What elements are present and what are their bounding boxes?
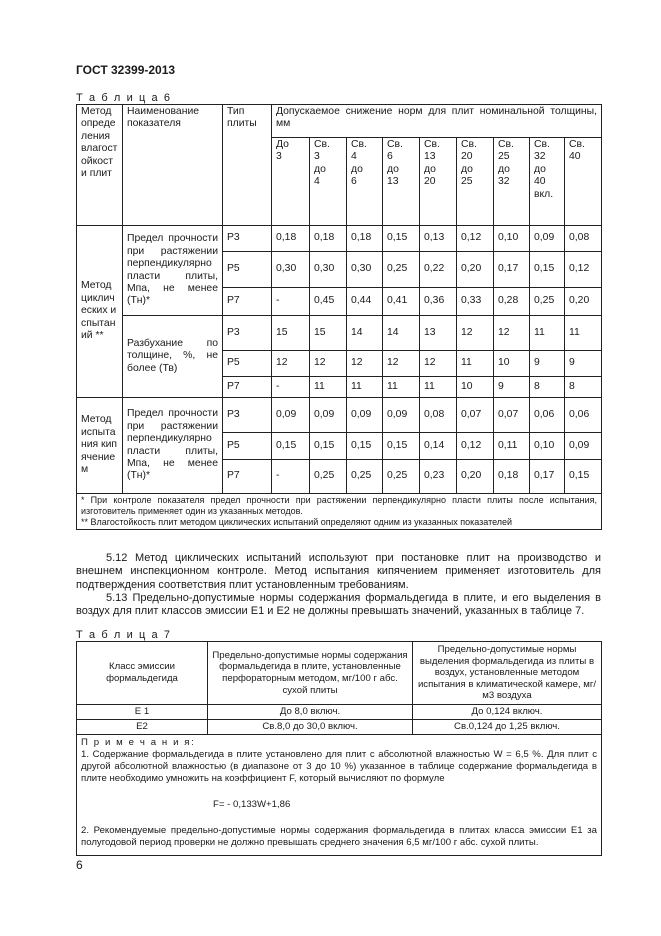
value-cell: 0,15 xyxy=(383,433,420,460)
value-cell: 0,23 xyxy=(420,460,457,494)
value-cell: 0,10 xyxy=(530,433,565,460)
value-cell: 0,09 xyxy=(347,398,383,433)
value-cell: 0,17 xyxy=(494,252,530,288)
value-cell: 0,30 xyxy=(272,252,310,288)
formula: F= - 0,133W+1,86 xyxy=(213,798,291,810)
plate-type-cell: Р7 xyxy=(223,460,272,494)
value-cell: 0,07 xyxy=(494,398,530,433)
value-cell: 11 xyxy=(310,377,347,398)
value-cell: 8 xyxy=(530,377,565,398)
table-7 xyxy=(76,641,602,856)
value-cell: 12 xyxy=(347,351,383,377)
value-cell: 0,25 xyxy=(383,460,420,494)
value-cell: 12 xyxy=(494,316,530,351)
thickness-range-header: Св. 4 до 6 xyxy=(347,138,383,226)
value-cell: 15 xyxy=(272,316,310,351)
value-cell: 0,08 xyxy=(565,226,602,252)
thickness-range-header: Св. 25 до 32 xyxy=(494,138,530,226)
value-cell: 0,12 xyxy=(565,252,602,288)
value-cell: 0,18 xyxy=(310,226,347,252)
table-7-notes xyxy=(77,734,602,855)
value-cell: 0,09 xyxy=(530,226,565,252)
value-cell: 12 xyxy=(420,351,457,377)
value-cell: 0,25 xyxy=(347,460,383,494)
value-cell: 11 xyxy=(457,351,494,377)
table-7-cell: Св.8,0 до 30,0 включ. xyxy=(208,719,413,734)
value-cell: 0,25 xyxy=(383,252,420,288)
value-cell: 11 xyxy=(383,377,420,398)
value-cell: 0,20 xyxy=(457,460,494,494)
value-cell: 8 xyxy=(565,377,602,398)
method-cell: Метод испытания кипячением xyxy=(77,398,123,494)
value-cell: 10 xyxy=(457,377,494,398)
value-cell: 9 xyxy=(565,351,602,377)
value-cell: - xyxy=(272,288,310,316)
thickness-range-header: Св. 3 до 4 xyxy=(310,138,347,226)
plate-type-cell: Р7 xyxy=(223,377,272,398)
value-cell: 0,25 xyxy=(310,460,347,494)
thickness-range-header: Св. 6 до 13 xyxy=(383,138,420,226)
value-cell: 0,15 xyxy=(272,433,310,460)
value-cell: 13 xyxy=(420,316,457,351)
plate-type-cell: Р5 xyxy=(223,433,272,460)
value-cell: 14 xyxy=(347,316,383,351)
thickness-range-header: Св. 13 до 20 xyxy=(420,138,457,226)
value-cell: 0,18 xyxy=(494,460,530,494)
value-cell: 14 xyxy=(383,316,420,351)
value-cell: - xyxy=(272,460,310,494)
value-cell: 11 xyxy=(565,316,602,351)
value-cell: 0,10 xyxy=(494,226,530,252)
indicator-cell: Разбухание по толщине, %, не более (Тв) xyxy=(123,316,223,398)
value-cell: 0,44 xyxy=(347,288,383,316)
table-6-notes xyxy=(77,494,602,530)
value-cell: 0,09 xyxy=(272,398,310,433)
value-cell: 9 xyxy=(530,351,565,377)
value-cell: 0,15 xyxy=(565,460,602,494)
value-cell: 9 xyxy=(494,377,530,398)
value-cell: 0,11 xyxy=(494,433,530,460)
value-cell: 0,15 xyxy=(310,433,347,460)
paragraph-5-13-text: 5.13 Предельно-допустимые нормы содержания формальдегида в плите, и его выделения в воздух для плит классов эмиссии Е1 и Е2 не должны превышать значений, указанных в таблице 7. xyxy=(76,592,601,618)
value-cell: 12 xyxy=(272,351,310,377)
value-cell: 11 xyxy=(347,377,383,398)
value-cell: 0,09 xyxy=(383,398,420,433)
indicator-cell: Предел прочности при растяжении перпендикулярно пласти плиты, Мпа, не менее (Тн)* xyxy=(123,398,223,494)
table-7-cell: Е 1 xyxy=(77,704,208,719)
table-7-caption: Т а б л и ц а 7 xyxy=(76,629,172,641)
content-norm-header: Предельно-допустимые нормы содержания формальдегида в плите, установленные перфораторным методом, мг/100 г абс. сухой плиты xyxy=(208,642,413,705)
plate-type-cell: Р3 xyxy=(223,316,272,351)
plate-type-cell: Р5 xyxy=(223,351,272,377)
allowed-header: Допускаемое снижение норм для плит номинальной толщины, мм xyxy=(272,105,602,138)
value-cell: 0,45 xyxy=(310,288,347,316)
value-cell: 0,08 xyxy=(420,398,457,433)
thickness-range-header: До 3 xyxy=(272,138,310,226)
value-cell: 11 xyxy=(530,316,565,351)
table-6 xyxy=(76,104,602,530)
type-header: Тип плиты xyxy=(223,105,272,226)
value-cell: 11 xyxy=(420,377,457,398)
value-cell: 12 xyxy=(383,351,420,377)
value-cell: 0,28 xyxy=(494,288,530,316)
value-cell: 0,09 xyxy=(310,398,347,433)
notes-title: П р и м е ч а н и я: xyxy=(81,736,196,748)
value-cell: 0,12 xyxy=(457,433,494,460)
value-cell: 0,06 xyxy=(565,398,602,433)
value-cell: 0,20 xyxy=(565,288,602,316)
paragraph-5-13 xyxy=(76,592,601,619)
value-cell: 0,15 xyxy=(530,252,565,288)
value-cell: 0,20 xyxy=(457,252,494,288)
value-cell: 0,30 xyxy=(310,252,347,288)
value-cell: 0,22 xyxy=(420,252,457,288)
emission-class-header: Класс эмиссии формальдегида xyxy=(77,642,208,705)
value-cell: 0,07 xyxy=(457,398,494,433)
value-cell: 0,09 xyxy=(565,433,602,460)
page-header: ГОСТ 32399-2013 xyxy=(76,63,176,77)
value-cell: 0,36 xyxy=(420,288,457,316)
value-cell: 0,13 xyxy=(420,226,457,252)
thickness-range-header: Св. 32 до 40 вкл. xyxy=(530,138,565,226)
indicator-cell: Предел прочности при растяжении перпендикулярно пласти плиты, Мпа, не менее (Тн)* xyxy=(123,226,223,316)
value-cell: 0,14 xyxy=(420,433,457,460)
plate-type-cell: Р3 xyxy=(223,226,272,252)
value-cell: 0,33 xyxy=(457,288,494,316)
note-2: 2. Рекомендуемые предельно-допустимые нормы содержания формальдегида в плитах класса эмиссии Е1 за полугодовой период проверки не должно превышать среднего значения 6,5 мг/100 г абс. сухой плиты. xyxy=(81,824,597,848)
thickness-range-header: Св. 20 до 25 xyxy=(457,138,494,226)
paragraph-5-12-text: 5.12 Метод циклических испытаний используют при постановке плит на производство и внешнем инспекционном контроле. Метод испытания кипячением применяет изготовитель для подтверждения соответствия плит установленным требованиям. xyxy=(76,552,601,591)
table-7-cell: Св.0,124 до 1,25 включ. xyxy=(413,719,602,734)
value-cell: 0,25 xyxy=(530,288,565,316)
value-cell: 0,18 xyxy=(347,226,383,252)
table-7-cell: До 8,0 включ. xyxy=(208,704,413,719)
table-6-caption: Т а б л и ц а 6 xyxy=(76,92,172,104)
note-1: 1. Содержание формальдегида в плите установлено для плит с абсолютной влажностью W = 6,5 %. Для плит с другой абсолютной влажностью (в диапазоне от 3 до 10 %) указанное в таблице содержание формальдегида в плите необходимо умножить на коэффициент F, который вычисляют по формуле xyxy=(81,748,597,784)
method-header: Метод определения влагостойкости плит xyxy=(77,105,123,226)
value-cell: 12 xyxy=(310,351,347,377)
value-cell: 0,17 xyxy=(530,460,565,494)
indicator-header: Наименование показателя xyxy=(123,105,223,226)
value-cell: 10 xyxy=(494,351,530,377)
thickness-range-header: Св. 40 xyxy=(565,138,602,226)
page-number: 6 xyxy=(76,858,83,872)
table-6-note-1: * При контроле показателя предел прочности при растяжении перпендикулярно пласти плиты после испытания, изготовитель применяет один из указанных методов. xyxy=(81,495,598,516)
value-cell: 12 xyxy=(457,316,494,351)
value-cell: 0,15 xyxy=(383,226,420,252)
plate-type-cell: Р3 xyxy=(223,398,272,433)
value-cell: 0,41 xyxy=(383,288,420,316)
emission-norm-header: Предельно-допустимые нормы выделения формальдегида из плиты в воздух, установленные методом испытания в климатической камере, мг/м3 воздуха xyxy=(413,642,602,705)
value-cell: - xyxy=(272,377,310,398)
value-cell: 0,18 xyxy=(272,226,310,252)
plate-type-cell: Р7 xyxy=(223,288,272,316)
plate-type-cell: Р5 xyxy=(223,252,272,288)
table-7-cell: До 0,124 включ. xyxy=(413,704,602,719)
method-cell: Метод циклических испытаний ** xyxy=(77,226,123,398)
value-cell: 15 xyxy=(310,316,347,351)
value-cell: 0,12 xyxy=(457,226,494,252)
value-cell: 0,15 xyxy=(347,433,383,460)
paragraph-5-12 xyxy=(76,552,601,592)
table-6-note-2: ** Влагостойкость плит методом циклических испытаний определяют одним из указанных показателей xyxy=(81,517,513,527)
value-cell: 0,30 xyxy=(347,252,383,288)
table-7-cell: Е2 xyxy=(77,719,208,734)
value-cell: 0,06 xyxy=(530,398,565,433)
